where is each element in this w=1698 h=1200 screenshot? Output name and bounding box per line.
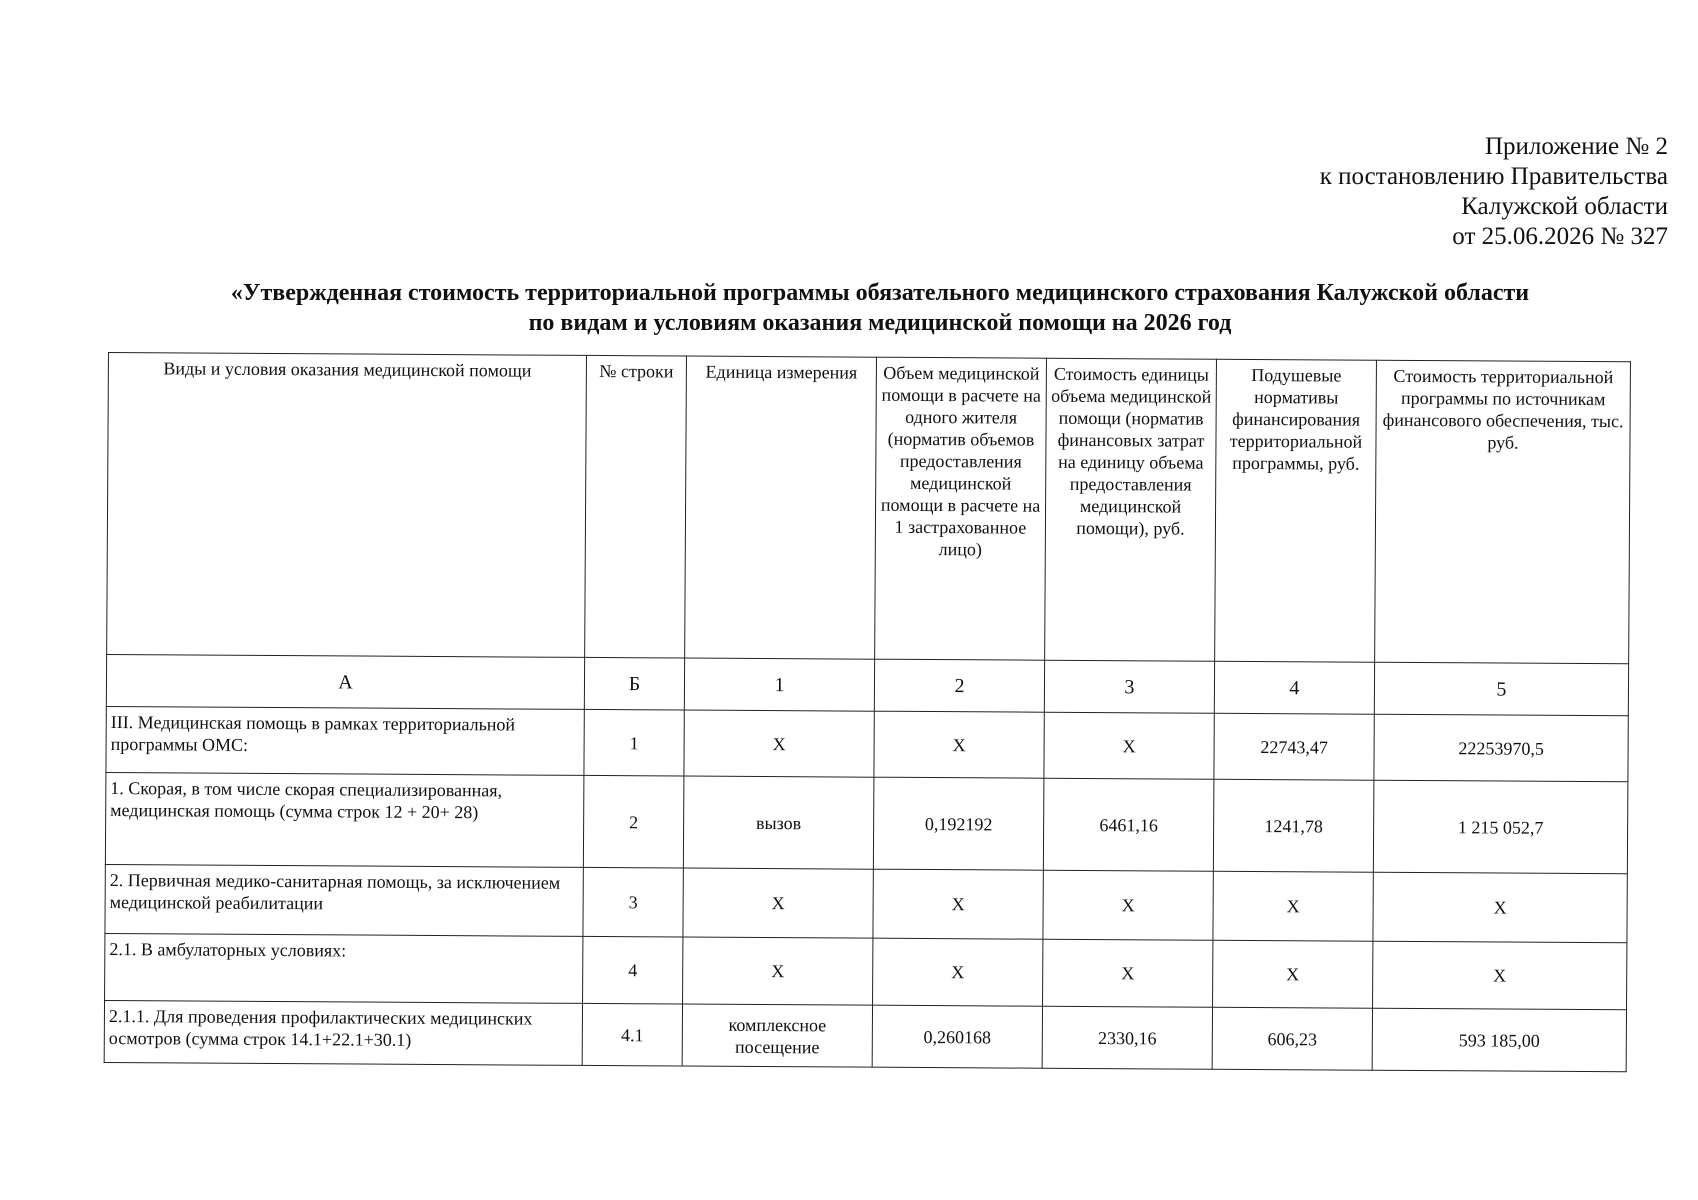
unit-cost-cell: 2330,16 xyxy=(1042,1006,1212,1069)
per-capita-cell: 1241,78 xyxy=(1213,779,1374,872)
per-capita-cell: Х xyxy=(1213,871,1373,941)
header-cell: Стоимость территориальной программы по источникам финансового обеспечения, тыс. руб. xyxy=(1375,360,1631,664)
appendix-line: к постановлению Правительства xyxy=(1319,163,1668,190)
volume-cell: Х xyxy=(873,938,1043,1006)
volume-cell: 0,192192 xyxy=(873,777,1044,870)
unit-cost-cell: Х xyxy=(1044,712,1214,779)
index-cell: 1 xyxy=(684,658,874,711)
row-label: 1. Скорая, в том числе скорая специализированная, медицинская помощь (сумма строк 12 + 20+ 28) xyxy=(105,772,584,867)
total-cost-cell: Х xyxy=(1373,941,1627,1010)
unit-cell: Х xyxy=(683,868,873,938)
column-index-row xyxy=(106,654,1628,715)
index-cell: 4 xyxy=(1214,661,1374,714)
table-row xyxy=(105,864,1627,942)
table-row xyxy=(104,1000,1626,1071)
title-line: по видам и условиям оказания медицинской помощи на 2026 год xyxy=(528,310,1232,336)
table-header-row xyxy=(107,353,1631,664)
row-number: 1 xyxy=(584,709,684,776)
per-capita-cell: Х xyxy=(1213,940,1373,1008)
row-number: 4 xyxy=(583,936,683,1004)
row-label: 2.1.1. Для проведения профилактических медицинских осмотров (сумма строк 14.1+22.1+30.1) xyxy=(104,1000,582,1065)
index-cell: 3 xyxy=(1044,660,1214,713)
row-number: 4.1 xyxy=(582,1003,682,1066)
total-cost-cell: Х xyxy=(1373,872,1627,943)
header-cell: Виды и условия оказания медицинской помощи xyxy=(107,353,587,658)
appendix-date-number: от 25.06.2026 № 327 xyxy=(1452,223,1668,250)
header-cell: Единица измерения xyxy=(685,356,877,659)
header-cell: Объем медицинской помощи в расчете на одного жителя (норматив объемов предоставления медицинской помощи в расчете на 1 застрахованное лицо) xyxy=(875,357,1047,660)
appendix-line: Приложение № 2 xyxy=(1484,133,1668,160)
table-container xyxy=(104,352,1631,1072)
table-row xyxy=(106,706,1628,781)
row-label: 2. Первичная медико-санитарная помощь, за исключением медицинской реабилитации xyxy=(105,864,583,936)
title-line: «Утвержденная стоимость территориальной программы обязательного медицинского страхования Калужской области xyxy=(230,280,1530,306)
index-cell: 5 xyxy=(1374,662,1628,716)
row-number: 2 xyxy=(583,775,684,868)
row-number: 3 xyxy=(583,867,683,937)
unit-cost-cell: 6461,16 xyxy=(1043,778,1214,871)
table-row xyxy=(105,772,1628,873)
index-cell: 2 xyxy=(874,659,1044,712)
total-cost-cell: 22253970,5 xyxy=(1374,714,1628,782)
total-cost-cell: 1 215 052,7 xyxy=(1373,780,1628,874)
appendix-block xyxy=(1320,132,1668,252)
unit-cost-cell: Х xyxy=(1043,870,1213,940)
volume-cell: Х xyxy=(873,869,1043,939)
total-cost-cell: 593 185,00 xyxy=(1372,1008,1626,1072)
unit-cell: комплексное посещение xyxy=(682,1004,872,1067)
unit-cell: Х xyxy=(683,937,873,1005)
table-row xyxy=(105,933,1627,1009)
unit-cell: Х xyxy=(684,710,874,777)
appendix-line: Калужской области xyxy=(1461,193,1668,220)
row-label: III. Медицинская помощь в рамках территориальной программы ОМС: xyxy=(106,706,584,775)
unit-cost-cell: Х xyxy=(1043,939,1213,1007)
header-cell: № строки xyxy=(585,355,687,658)
index-cell: А xyxy=(106,654,584,709)
index-cell: Б xyxy=(584,657,684,710)
document-title xyxy=(130,278,1630,338)
header-cell: Подушевые нормативы финансирования территориальной программы, руб. xyxy=(1215,359,1377,662)
per-capita-cell: 606,23 xyxy=(1212,1007,1372,1070)
volume-cell: 0,260168 xyxy=(872,1005,1042,1068)
header-cell: Стоимость единицы объема медицинской помощи (норматив финансовых затрат на единицу объема предоставления медицинской помощи), руб. xyxy=(1045,358,1217,661)
row-label: 2.1. В амбулаторных условиях: xyxy=(105,933,583,1003)
unit-cell: вызов xyxy=(683,776,874,869)
per-capita-cell: 22743,47 xyxy=(1214,713,1374,780)
volume-cell: Х xyxy=(874,711,1044,778)
cost-table xyxy=(104,352,1631,1072)
